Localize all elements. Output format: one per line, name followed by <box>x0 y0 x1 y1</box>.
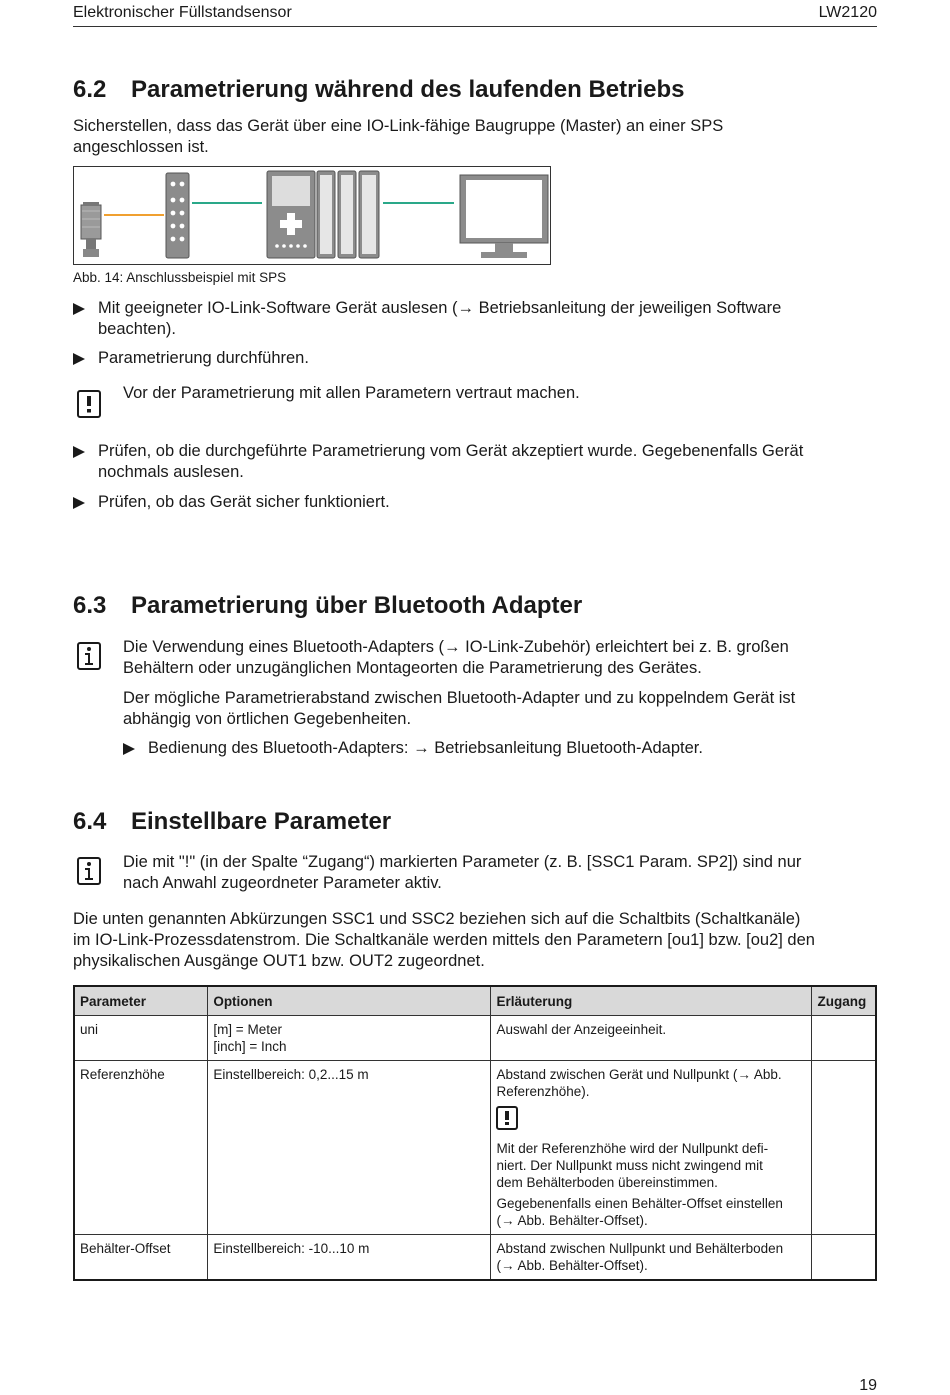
text-line: Die Verwendung eines Bluetooth-Adapters (→ IO-Link-Zubehör) erleichtert bei z. B. großen <box>123 638 789 656</box>
table-header-row <box>74 986 876 1016</box>
table-row <box>74 1016 876 1061</box>
info-icon <box>77 642 101 670</box>
connection-diagram <box>74 167 550 264</box>
options-cell: Einstellbereich: -10...10 m <box>208 1235 491 1281</box>
access-cell <box>812 1061 876 1235</box>
column-header: Erläuterung <box>491 986 812 1016</box>
text-line: Der mögliche Parametrierabstand zwischen Bluetooth-Adapter und zu koppelndem Gerät ist <box>123 689 796 707</box>
page-number: 19 <box>859 1377 877 1394</box>
step-arrow-icon <box>73 497 85 509</box>
column-header: Optionen <box>208 986 491 1016</box>
figure-caption: Abb. 14: Anschlussbeispiel mit SPS <box>73 270 287 285</box>
options-cell: Einstellbereich: 0,2...15 m <box>208 1061 491 1235</box>
abbreviation-paragraph <box>73 909 873 972</box>
instruction-step <box>73 441 873 485</box>
section-heading-6-3 <box>73 592 582 620</box>
header-divider <box>73 26 877 27</box>
plc-icon <box>267 171 379 258</box>
instruction-step <box>73 492 873 514</box>
section-title: Parametrierung während des laufenden Betriebs <box>131 76 685 103</box>
section-heading-6-4 <box>73 808 391 836</box>
step-arrow-icon <box>73 353 85 365</box>
running-header-title: Elektronischer Füllstandsensor <box>73 4 292 21</box>
explanation-cell <box>491 1235 812 1281</box>
text-line: angeschlossen ist. <box>73 138 209 156</box>
table-row <box>74 1061 876 1235</box>
step-arrow-icon <box>73 303 85 315</box>
step-text: Parametrierung durchführen. <box>98 349 309 367</box>
option-line: [inch] = Inch <box>213 1039 287 1054</box>
section-number: 6.4 <box>73 808 107 835</box>
table-row <box>74 1235 876 1281</box>
info-icon <box>77 857 101 885</box>
text-line: Behältern oder unzugänglichen Montageorten die Parametrierung des Gerätes. <box>123 659 702 677</box>
instruction-step <box>73 298 873 342</box>
explanation-line: Referenzhöhe). <box>496 1084 590 1099</box>
instruction-step <box>123 738 883 760</box>
monitor-icon <box>460 175 548 258</box>
text-line: im IO-Link-Prozessdatenstrom. Die Schaltkanäle werden mittels den Parametern [ou1] bzw. [ou2] den <box>73 931 815 949</box>
text-line: Mit geeigneter IO-Link-Software Gerät auslesen (→ Betriebsanleitung der jeweiligen Software <box>98 299 782 317</box>
param-cell: Referenzhöhe <box>74 1061 208 1235</box>
explanation-line: Abstand zwischen Gerät und Nullpunkt (→ Abb. <box>496 1067 782 1082</box>
explanation-line: (→ Abb. Behälter-Offset). <box>496 1258 648 1273</box>
parameter-table <box>73 985 877 1281</box>
explanation-line: dem Behälterboden übereinstimmen. <box>496 1175 718 1190</box>
step-arrow-icon <box>123 743 135 755</box>
access-cell <box>812 1016 876 1061</box>
section-number: 6.3 <box>73 592 107 619</box>
option-line: [m] = Meter <box>213 1022 282 1037</box>
options-cell <box>208 1016 491 1061</box>
text-line: Die mit "!" (in der Spalte “Zugang“) markierten Parameter (z. B. [SSC1 Param. SP2]) sind nur <box>123 853 802 871</box>
explanation-line: Abstand zwischen Nullpunkt und Behälterboden <box>496 1241 784 1256</box>
info-paragraph <box>123 852 883 894</box>
sensor-icon <box>81 202 101 257</box>
text-line: Prüfen, ob die durchgeführte Parametrierung vom Gerät akzeptiert wurde. Gegebenenfalls Gerät <box>98 442 804 460</box>
text-line: nochmals auslesen. <box>98 463 244 481</box>
warning-icon <box>496 1106 518 1130</box>
step-arrow-icon <box>73 446 85 458</box>
intro-paragraph <box>73 116 873 158</box>
explanation-line: Auswahl der Anzeigeeinheit. <box>496 1022 667 1037</box>
info-paragraph <box>123 637 883 679</box>
text-line: beachten). <box>98 320 176 338</box>
text-line: nach Anwahl zugeordneter Parameter aktiv. <box>123 874 442 892</box>
section-heading-6-2 <box>73 76 685 104</box>
step-text: Prüfen, ob das Gerät sicher funktioniert. <box>98 493 390 511</box>
connection-figure <box>73 166 551 265</box>
section-number: 6.2 <box>73 76 107 103</box>
text-line: physikalischen Ausgänge OUT1 bzw. OUT2 zugeordnet. <box>73 952 485 970</box>
param-cell: uni <box>74 1016 208 1061</box>
instruction-step <box>73 348 873 370</box>
column-header: Parameter <box>74 986 208 1016</box>
io-link-master-icon <box>166 173 189 258</box>
explanation-line: Mit der Referenzhöhe wird der Nullpunkt defi- <box>496 1141 769 1156</box>
section-title: Einstellbare Parameter <box>131 808 392 835</box>
text-line: Die unten genannten Abkürzungen SSC1 und SSC2 beziehen sich auf die Schaltbits (Schaltkanäle) <box>73 910 801 928</box>
explanation-cell <box>491 1016 812 1061</box>
explanation-line: Gegebenenfalls einen Behälter-Offset einstellen <box>496 1196 783 1211</box>
step-text: Bedienung des Bluetooth-Adapters: → Betriebsanleitung Bluetooth-Adapter. <box>148 739 703 757</box>
text-line: abhängig von örtlichen Gegebenheiten. <box>123 710 412 728</box>
warning-text: Vor der Parametrierung mit allen Parametern vertraut machen. <box>123 384 580 402</box>
info-paragraph <box>123 688 883 730</box>
explanation-line: niert. Der Nullpunkt muss nicht zwingend mit <box>496 1158 763 1173</box>
running-header-model: LW2120 <box>818 4 877 21</box>
explanation-line: (→ Abb. Behälter-Offset). <box>496 1213 648 1228</box>
section-title: Parametrierung über Bluetooth Adapter <box>131 592 583 619</box>
text-line: Sicherstellen, dass das Gerät über eine IO-Link-fähige Baugruppe (Master) an einer SPS <box>73 117 724 135</box>
param-cell: Behälter-Offset <box>74 1235 208 1281</box>
column-header: Zugang <box>812 986 876 1016</box>
warning-icon <box>77 390 101 418</box>
explanation-cell <box>491 1061 812 1235</box>
access-cell <box>812 1235 876 1281</box>
